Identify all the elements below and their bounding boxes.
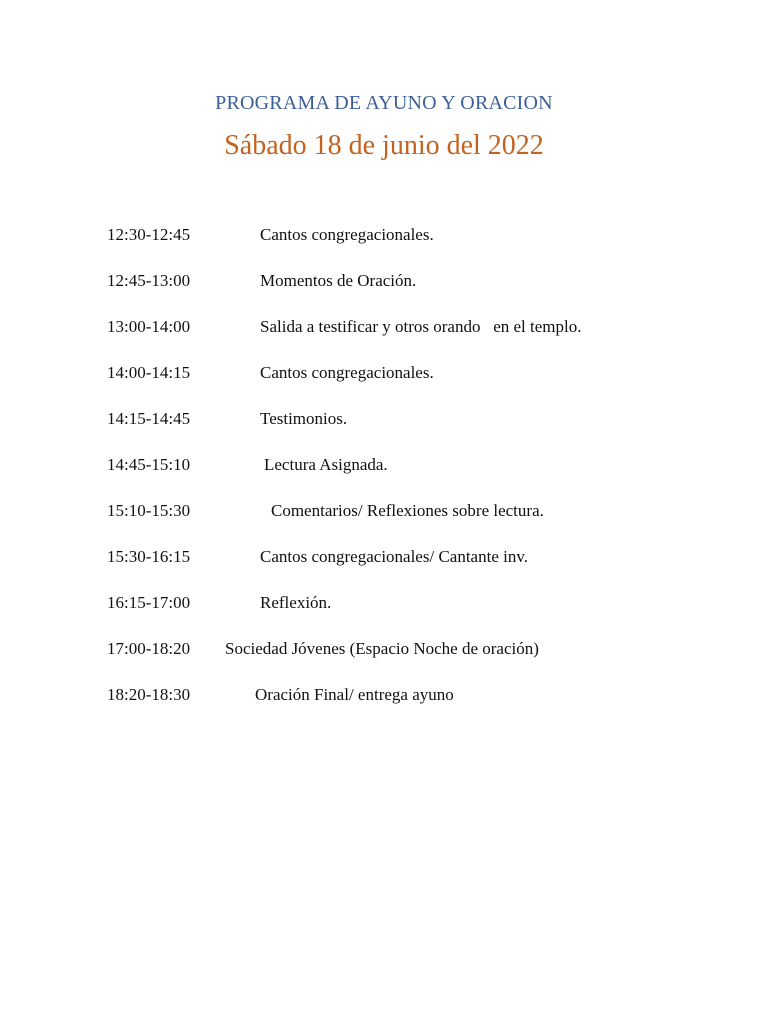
schedule-activity: Reflexión. bbox=[260, 593, 332, 612]
schedule-activity: Cantos congregacionales. bbox=[260, 363, 434, 382]
schedule-time: 14:15-14:45 bbox=[107, 409, 191, 428]
schedule-time: 18:20-18:30 bbox=[107, 685, 191, 704]
page-title: PROGRAMA DE AYUNO Y ORACION bbox=[215, 92, 553, 114]
schedule-activity: Momentos de Oración. bbox=[260, 271, 417, 290]
schedule-row bbox=[107, 269, 727, 315]
schedule-list bbox=[107, 223, 727, 729]
schedule-time: 13:00-14:00 bbox=[107, 317, 191, 336]
schedule-row bbox=[107, 591, 727, 637]
schedule-time: 14:45-15:10 bbox=[107, 455, 191, 474]
schedule-row bbox=[107, 453, 727, 499]
schedule-activity: Comentarios/ Reflexiones sobre lectura. bbox=[271, 501, 544, 520]
schedule-time: 15:30-16:15 bbox=[107, 547, 191, 566]
schedule-row bbox=[107, 407, 727, 453]
schedule-activity: Cantos congregacionales/ Cantante inv. bbox=[260, 547, 528, 566]
schedule-row bbox=[107, 545, 727, 591]
schedule-row bbox=[107, 361, 727, 407]
schedule-time: 14:00-14:15 bbox=[107, 363, 191, 382]
schedule-activity: Cantos congregacionales. bbox=[260, 225, 434, 244]
schedule-row bbox=[107, 499, 727, 545]
schedule-activity: Testimonios. bbox=[260, 409, 348, 428]
schedule-activity: Sociedad Jóvenes (Espacio Noche de oración) bbox=[225, 639, 539, 658]
schedule-time: 12:30-12:45 bbox=[107, 225, 191, 244]
schedule-time: 16:15-17:00 bbox=[107, 593, 191, 612]
schedule-time: 12:45-13:00 bbox=[107, 271, 191, 290]
schedule-row bbox=[107, 315, 727, 361]
page-subtitle: Sábado 18 de junio del 2022 bbox=[224, 130, 544, 161]
schedule-activity: Oración Final/ entrega ayuno bbox=[255, 685, 454, 704]
schedule-time: 15:10-15:30 bbox=[107, 501, 191, 520]
schedule-time: 17:00-18:20 bbox=[107, 639, 191, 658]
schedule-activity: Lectura Asignada. bbox=[264, 455, 388, 474]
schedule-row bbox=[107, 637, 727, 683]
schedule-row bbox=[107, 223, 727, 269]
schedule-activity: Salida a testificar y otros orando en el templo. bbox=[260, 317, 582, 336]
schedule-row bbox=[107, 683, 727, 729]
